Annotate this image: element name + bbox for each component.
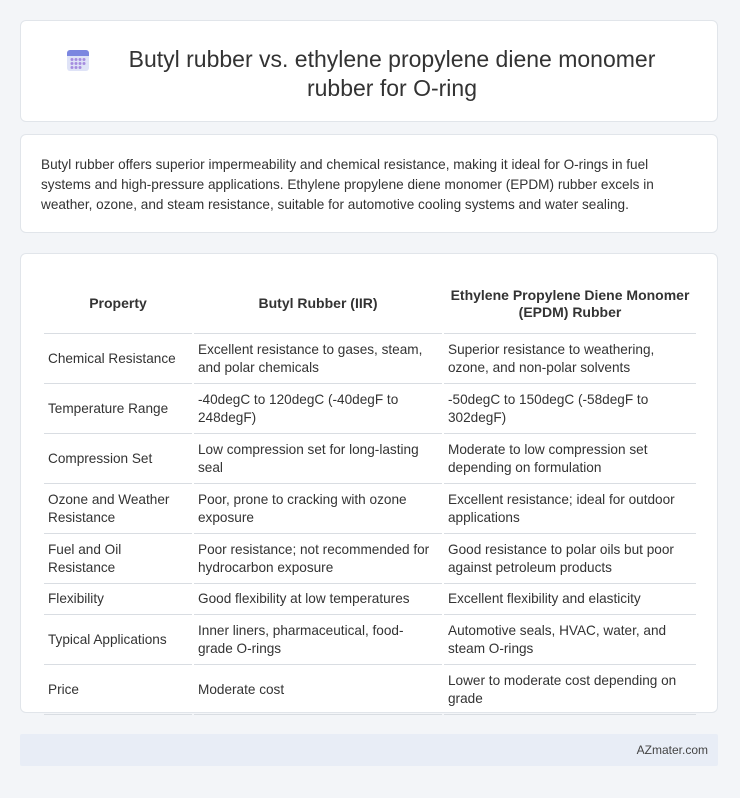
table-row [44, 665, 696, 715]
table-row [44, 615, 696, 665]
butyl-cell: -40degC to 120degC (-40degF to 248degF) [194, 384, 442, 434]
comparison-table [42, 274, 698, 715]
column-header-epdm: Ethylene Propylene Diene Monomer (EPDM) Rubber [444, 274, 696, 334]
butyl-cell: Poor, prone to cracking with ozone exposure [194, 484, 442, 534]
title-row [21, 45, 717, 103]
property-cell: Compression Set [44, 434, 192, 484]
intro-card [20, 134, 718, 233]
column-header-butyl: Butyl Rubber (IIR) [194, 274, 442, 334]
epdm-cell: Excellent flexibility and elasticity [444, 584, 696, 615]
epdm-cell: -50degC to 150degC (-58degF to 302degF) [444, 384, 696, 434]
title-card [20, 20, 718, 122]
butyl-cell: Inner liners, pharmaceutical, food-grade O-rings [194, 615, 442, 665]
footer-brand-link[interactable]: AZmater.com [636, 743, 708, 757]
page-title: Butyl rubber vs. ethylene propylene diene monomer rubber for O-ring [128, 46, 656, 101]
property-cell: Fuel and Oil Resistance [44, 534, 192, 584]
intro-paragraph: Butyl rubber offers superior impermeability and chemical resistance, making it ideal for O-rings in fuel systems and high-pressure applications. Ethylene propylene diene monomer (EPDM) rubber excels in weather, ozone, and steam resistance, suitable for automotive cooling systems and water sealing. [41, 157, 654, 212]
comparison-card [20, 253, 718, 713]
property-cell: Price [44, 665, 192, 715]
calendar-grid-icon [66, 48, 90, 72]
column-header-property: Property [44, 274, 192, 334]
property-cell: Chemical Resistance [44, 334, 192, 384]
epdm-cell: Automotive seals, HVAC, water, and steam O-rings [444, 615, 696, 665]
butyl-cell: Low compression set for long-lasting seal [194, 434, 442, 484]
property-cell: Temperature Range [44, 384, 192, 434]
epdm-cell: Superior resistance to weathering, ozone, and non-polar solvents [444, 334, 696, 384]
table-row [44, 334, 696, 384]
property-cell: Typical Applications [44, 615, 192, 665]
table-row [44, 534, 696, 584]
epdm-cell: Lower to moderate cost depending on grade [444, 665, 696, 715]
table-row [44, 484, 696, 534]
epdm-cell: Excellent resistance; ideal for outdoor applications [444, 484, 696, 534]
table-row [44, 384, 696, 434]
table-row [44, 584, 696, 615]
butyl-cell: Poor resistance; not recommended for hydrocarbon exposure [194, 534, 442, 584]
butyl-cell: Good flexibility at low temperatures [194, 584, 442, 615]
property-cell: Flexibility [44, 584, 192, 615]
table-header-row [44, 274, 696, 334]
table-row [44, 434, 696, 484]
epdm-cell: Moderate to low compression set depending on formulation [444, 434, 696, 484]
butyl-cell: Excellent resistance to gases, steam, and polar chemicals [194, 334, 442, 384]
epdm-cell: Good resistance to polar oils but poor against petroleum products [444, 534, 696, 584]
butyl-cell: Moderate cost [194, 665, 442, 715]
footer-bar [20, 734, 718, 766]
property-cell: Ozone and Weather Resistance [44, 484, 192, 534]
